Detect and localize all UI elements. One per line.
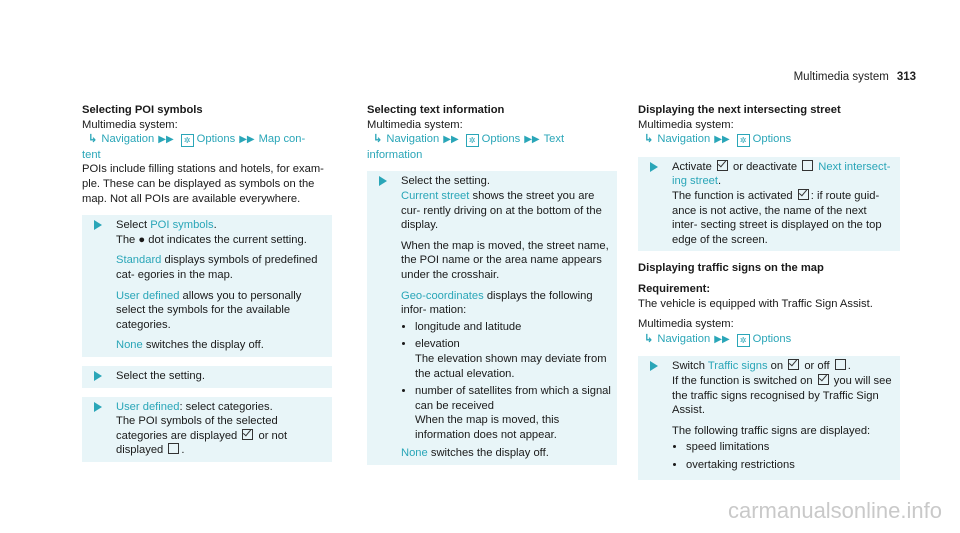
column-intersecting-street bbox=[638, 103, 900, 480]
path-separator-icon: ▶▶ bbox=[714, 333, 730, 345]
section-title-traffic: Displaying traffic signs on the map bbox=[638, 262, 824, 275]
step-arrow-icon bbox=[650, 361, 658, 371]
geo-info-list bbox=[401, 320, 611, 443]
list-item: • longitude and latitude bbox=[415, 320, 611, 335]
none-option[interactable]: None bbox=[116, 339, 143, 352]
checkbox-checked-icon bbox=[798, 189, 809, 200]
next-intersecting-street-link-cont[interactable]: ing street bbox=[672, 175, 719, 188]
path-separator-icon: ▶▶ bbox=[524, 134, 540, 146]
step-arrow-icon bbox=[94, 402, 102, 412]
step-select-poi: Select POI symbols. The ● dot indicates the current setting. Standard displays symbols of predefined cat- egories in the map. User defined allows you to personally select the symbols for the available categories. None switches the display off. bbox=[82, 215, 332, 357]
traffic-sign-list bbox=[672, 440, 894, 472]
settings-icon: ✲ bbox=[737, 334, 750, 347]
menu-path bbox=[373, 132, 617, 148]
geo-coordinates-option[interactable]: Geo-coordinates bbox=[401, 289, 484, 302]
none-option[interactable]: None bbox=[401, 447, 428, 460]
step-select-setting: Select the setting. bbox=[82, 366, 332, 388]
section-title: Selecting POI symbols bbox=[82, 104, 203, 116]
next-intersecting-street-link[interactable]: Next intersect- bbox=[818, 160, 891, 173]
path-map-content-link-cont[interactable]: tent bbox=[82, 148, 101, 161]
list-item: • elevation The elevation shown may deviate from the actual elevation. bbox=[415, 337, 611, 381]
requirement-label: Requirement: bbox=[638, 282, 711, 295]
page-number: 313 bbox=[896, 71, 916, 83]
step-activate-intersecting: Activate or deactivate Next intersect- ing street. The function is activated : if route guid- ance is not active, the name of the next inter- secting street is displayed on the top edge of the screen. bbox=[638, 157, 900, 252]
path-arrow-icon: ↳ bbox=[644, 332, 654, 345]
step-arrow-icon bbox=[94, 220, 102, 230]
checkbox-checked-icon bbox=[242, 429, 253, 440]
menu-path-2 bbox=[644, 332, 900, 348]
column-poi-symbols bbox=[82, 103, 332, 462]
elevation-note: The elevation shown may deviate from the actual elevation. bbox=[415, 352, 607, 380]
path-text-link[interactable]: Text bbox=[543, 133, 565, 146]
path-options-link[interactable]: Options bbox=[481, 133, 521, 146]
traffic-signs-link[interactable]: Traffic signs bbox=[707, 360, 768, 373]
path-separator-icon: ▶▶ bbox=[714, 134, 730, 146]
step-arrow-icon bbox=[379, 176, 387, 186]
path-options-link[interactable]: Options bbox=[752, 133, 792, 146]
settings-icon: ✲ bbox=[737, 134, 750, 147]
path-separator-icon: ▶▶ bbox=[239, 134, 255, 146]
poi-symbols-link[interactable]: POI symbols bbox=[150, 219, 214, 232]
checkbox-checked-icon bbox=[788, 359, 799, 370]
path-information-link[interactable]: information bbox=[367, 148, 423, 161]
step-user-defined: User defined: select categories. The POI symbols of the selected categories are displayed or not displayed . bbox=[82, 397, 332, 462]
list-item: • number of satellites from which a signal can be received When the map is moved, this information does not appear. bbox=[415, 384, 611, 442]
intro-text: POIs include filling stations and hotels, for exam- ple. These can be displayed as symbols on the map. Not all POIs are available everywhere. bbox=[82, 163, 324, 205]
section-title: Displaying the next intersecting street bbox=[638, 104, 841, 116]
path-options-link[interactable]: Options bbox=[752, 332, 792, 345]
step-arrow-icon bbox=[94, 371, 102, 381]
path-navigation-link[interactable]: Navigation bbox=[657, 133, 711, 146]
path-arrow-icon: ↳ bbox=[88, 133, 98, 146]
moved-note-2: When the map is moved, this information does not appear. bbox=[415, 414, 560, 441]
checkbox-unchecked-icon bbox=[168, 443, 179, 454]
step-select-text-setting: Select the setting. Current street shows the street you are cur- rently driving on at the bottom of the display. When the map is moved, the street name, the POI name or the area name appears under the crosshair. Geo-coordinates displays the following infor- mation: • longitude and latitude • elevation The elevation shown may deviate from the actual elevation. • number of satellites from which a signal can be received When the map is moved, this information does not appear. None switches the display off. bbox=[367, 171, 617, 465]
path-navigation-link[interactable]: Navigation bbox=[657, 332, 711, 345]
user-defined-link[interactable]: User defined bbox=[116, 400, 180, 413]
system-label: Multimedia system: bbox=[82, 118, 178, 131]
list-item: • speed limitations bbox=[686, 440, 894, 455]
column-text-information bbox=[367, 103, 617, 465]
checkbox-unchecked-icon bbox=[802, 160, 813, 171]
section-title: Selecting text information bbox=[367, 104, 505, 116]
path-arrow-icon: ↳ bbox=[373, 133, 383, 146]
menu-path bbox=[644, 132, 900, 148]
path-separator-icon: ▶▶ bbox=[443, 134, 459, 146]
path-map-content-link[interactable]: Map con- bbox=[258, 133, 306, 146]
checkbox-checked-icon bbox=[717, 160, 728, 171]
page-header bbox=[794, 70, 916, 85]
settings-icon: ✲ bbox=[466, 134, 479, 147]
moved-note: When the map is moved, the street name, the POI name or the area name appears under the crosshair. bbox=[401, 239, 609, 281]
settings-icon: ✲ bbox=[181, 134, 194, 147]
menu-path bbox=[88, 132, 332, 148]
requirement-text: The vehicle is equipped with Traffic Sign Assist. bbox=[638, 297, 873, 310]
section-name: Multimedia system bbox=[793, 71, 889, 83]
path-navigation-link[interactable]: Navigation bbox=[101, 133, 155, 146]
system-label: Multimedia system: bbox=[367, 118, 463, 131]
path-navigation-link[interactable]: Navigation bbox=[386, 133, 440, 146]
step-traffic-signs: Switch Traffic signs on or off . If the function is switched on you will see the traffic signs recognised by Traffic Sign Assist. The following traffic signs are displayed: • speed limitations • overtaking restrictions bbox=[638, 356, 900, 480]
path-arrow-icon: ↳ bbox=[644, 133, 654, 146]
system-label: Multimedia system: bbox=[638, 118, 734, 131]
checkbox-unchecked-icon bbox=[835, 359, 846, 370]
watermark: carmanualsonline.info bbox=[727, 498, 942, 524]
path-options-link[interactable]: Options bbox=[196, 133, 236, 146]
current-street-option[interactable]: Current street bbox=[401, 189, 470, 202]
system-label: Multimedia system: bbox=[638, 318, 734, 331]
dot-note: The ● dot indicates the current setting. bbox=[116, 233, 307, 246]
list-item: • overtaking restrictions bbox=[686, 458, 894, 473]
checkbox-checked-icon bbox=[818, 374, 829, 385]
user-defined-option[interactable]: User defined bbox=[116, 289, 180, 302]
path-separator-icon: ▶▶ bbox=[158, 134, 174, 146]
standard-option[interactable]: Standard bbox=[116, 254, 162, 267]
step-arrow-icon bbox=[650, 162, 658, 172]
